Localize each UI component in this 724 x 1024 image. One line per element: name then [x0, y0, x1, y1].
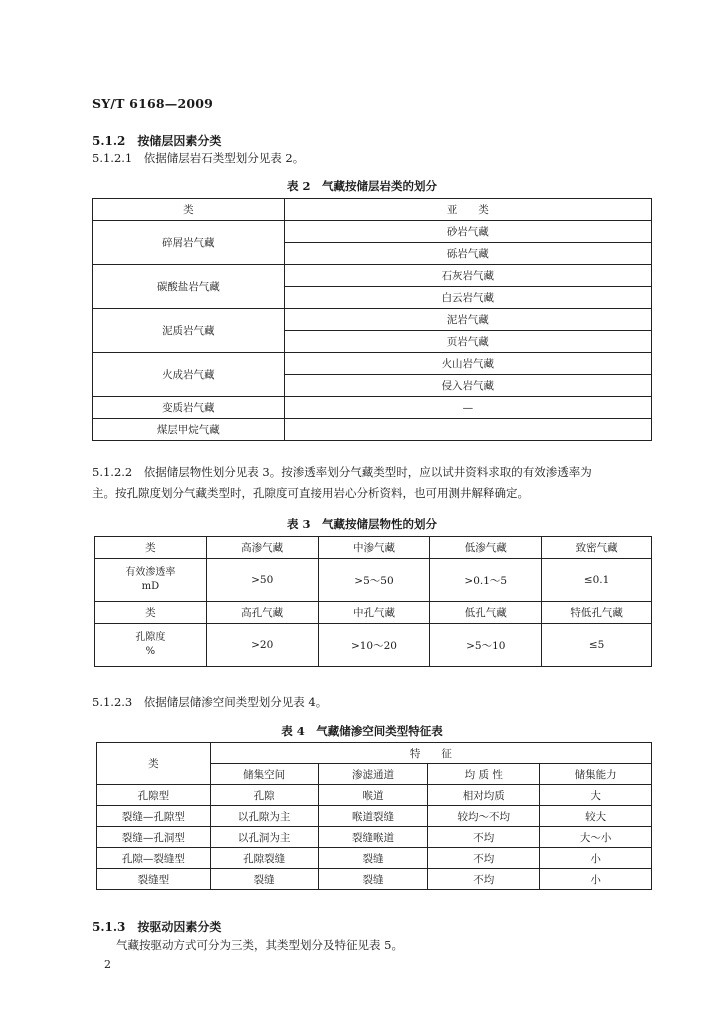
porosity-unit: %: [145, 646, 156, 657]
table-cell: 砂岩气藏: [284, 221, 651, 243]
table-cell: 高渗气藏: [206, 537, 318, 559]
table-cell: 类: [95, 537, 207, 559]
table-cell: 不均: [428, 848, 540, 869]
porosity-label: 孔隙度: [135, 632, 166, 643]
table-row: [93, 397, 652, 419]
table-cell: >20: [206, 624, 318, 667]
table-cell: 泥质岩气藏: [93, 309, 285, 353]
table-cell: 中渗气藏: [318, 537, 430, 559]
table-cell: 均 质 性: [428, 764, 540, 785]
table-cell: [95, 624, 207, 667]
table-cell: —: [284, 397, 651, 419]
table-row: [95, 602, 652, 624]
table4-header-features: 特 征: [210, 743, 651, 764]
table-cell: >0.1～5: [430, 559, 542, 602]
table-cell: 侵入岩气藏: [284, 375, 651, 397]
table-cell: 泥岩气藏: [284, 309, 651, 331]
table-cell: 大: [540, 785, 652, 806]
table-row: [93, 353, 652, 375]
table-row: [93, 199, 652, 221]
table-row: [93, 265, 652, 287]
table2: [92, 198, 652, 441]
table2-header-subclass: 亚 类: [284, 199, 651, 221]
table-row: [97, 848, 652, 869]
table-cell: 裂缝型: [97, 869, 211, 890]
table-row: [95, 537, 652, 559]
table-cell: 致密气藏: [542, 537, 652, 559]
table-cell: >50: [206, 559, 318, 602]
table-cell: >10～20: [318, 624, 430, 667]
table-cell: 裂缝喉道: [318, 827, 428, 848]
table-cell: 较大: [540, 806, 652, 827]
table-cell: 不均: [428, 827, 540, 848]
table-row: [95, 624, 652, 667]
table-row: [93, 419, 652, 441]
table-cell: 孔隙—裂缝型: [97, 848, 211, 869]
permeability-label: 有效渗透率: [125, 567, 176, 578]
table-cell: 孔隙: [210, 785, 318, 806]
table-cell: ≤0.1: [542, 559, 652, 602]
table-row: [97, 806, 652, 827]
table-cell: 喉道裂缝: [318, 806, 428, 827]
table-cell: 储集能力: [540, 764, 652, 785]
table-cell: 页岩气藏: [284, 331, 651, 353]
table-cell: 低渗气藏: [430, 537, 542, 559]
table-cell: 变质岩气藏: [93, 397, 285, 419]
table-row: [97, 743, 652, 764]
table-cell: 大～小: [540, 827, 652, 848]
table-cell: 孔隙裂缝: [210, 848, 318, 869]
section-heading-5-1-3: 5.1.3 按驱动因素分类: [92, 920, 222, 934]
table-cell: 孔隙型: [97, 785, 211, 806]
table-cell: 特低孔气藏: [542, 602, 652, 624]
table-cell: >5～50: [318, 559, 430, 602]
table-cell: 较均～不均: [428, 806, 540, 827]
section-heading-5-1-2: 5.1.2 按储层因素分类: [92, 134, 222, 148]
table-cell: 砾岩气藏: [284, 243, 651, 265]
table4: [96, 742, 652, 890]
paragraph-5-1-3: 气藏按驱动方式可分为三类，其类型划分及特征见表 5。: [116, 938, 403, 952]
table-cell: 小: [540, 848, 652, 869]
table-cell: 裂缝: [318, 869, 428, 890]
table4-caption: 表 4 气藏储渗空间类型特征表: [281, 724, 443, 738]
table-cell: [95, 559, 207, 602]
table-cell: 碳酸盐岩气藏: [93, 265, 285, 309]
table-cell: 火山岩气藏: [284, 353, 651, 375]
table-cell: 不均: [428, 869, 540, 890]
table-cell: 火成岩气藏: [93, 353, 285, 397]
table-cell: 以孔隙为主: [210, 806, 318, 827]
table-cell: 煤层甲烷气藏: [93, 419, 285, 441]
table-cell: 小: [540, 869, 652, 890]
table-cell: 中孔气藏: [318, 602, 430, 624]
table-row: [93, 309, 652, 331]
table2-header-class: 类: [93, 199, 285, 221]
table-cell: [284, 419, 651, 441]
table-cell: 裂缝: [210, 869, 318, 890]
table-cell: 相对均质: [428, 785, 540, 806]
document-code: SY/T 6168—2009: [92, 96, 214, 111]
table4-header-class: 类: [97, 743, 211, 785]
table-cell: 低孔气藏: [430, 602, 542, 624]
table-cell: >5～10: [430, 624, 542, 667]
table-row: [97, 785, 652, 806]
paragraph-5-1-2-2-line1: 5.1.2.2 依据储层物性划分见表 3。按渗透率划分气藏类型时，应以试井资料求取的有效渗透率为: [92, 465, 592, 479]
permeability-unit: mD: [141, 581, 160, 592]
table-row: [97, 869, 652, 890]
paragraph-5-1-2-2-line2: 主。按孔隙度划分气藏类型时，孔隙度可直接用岩心分析资料，也可用测井解释确定。: [92, 486, 529, 500]
table-row: [93, 221, 652, 243]
paragraph-5-1-2-3: 5.1.2.3 依据储层储渗空间类型划分见表 4。: [92, 695, 328, 709]
table2-caption: 表 2 气藏按储层岩类的划分: [286, 179, 437, 193]
table-cell: 石灰岩气藏: [284, 265, 651, 287]
table-cell: 碎屑岩气藏: [93, 221, 285, 265]
page-number: 2: [104, 958, 111, 971]
paragraph-5-1-2-1: 5.1.2.1 依据储层岩石类型划分见表 2。: [92, 151, 305, 165]
table-row: [97, 827, 652, 848]
table-cell: 裂缝—孔洞型: [97, 827, 211, 848]
table-cell: 裂缝: [318, 848, 428, 869]
table-cell: 储集空间: [210, 764, 318, 785]
table-cell: 高孔气藏: [206, 602, 318, 624]
table-cell: 裂缝—孔隙型: [97, 806, 211, 827]
table3-caption: 表 3 气藏按储层物性的划分: [286, 517, 437, 531]
table-cell: 类: [95, 602, 207, 624]
table-cell: 以孔洞为主: [210, 827, 318, 848]
table-cell: 渗滤通道: [318, 764, 428, 785]
table-cell: 白云岩气藏: [284, 287, 651, 309]
table-cell: ≤5: [542, 624, 652, 667]
table3: [94, 536, 652, 667]
table-row: [95, 559, 652, 602]
table-cell: 喉道: [318, 785, 428, 806]
